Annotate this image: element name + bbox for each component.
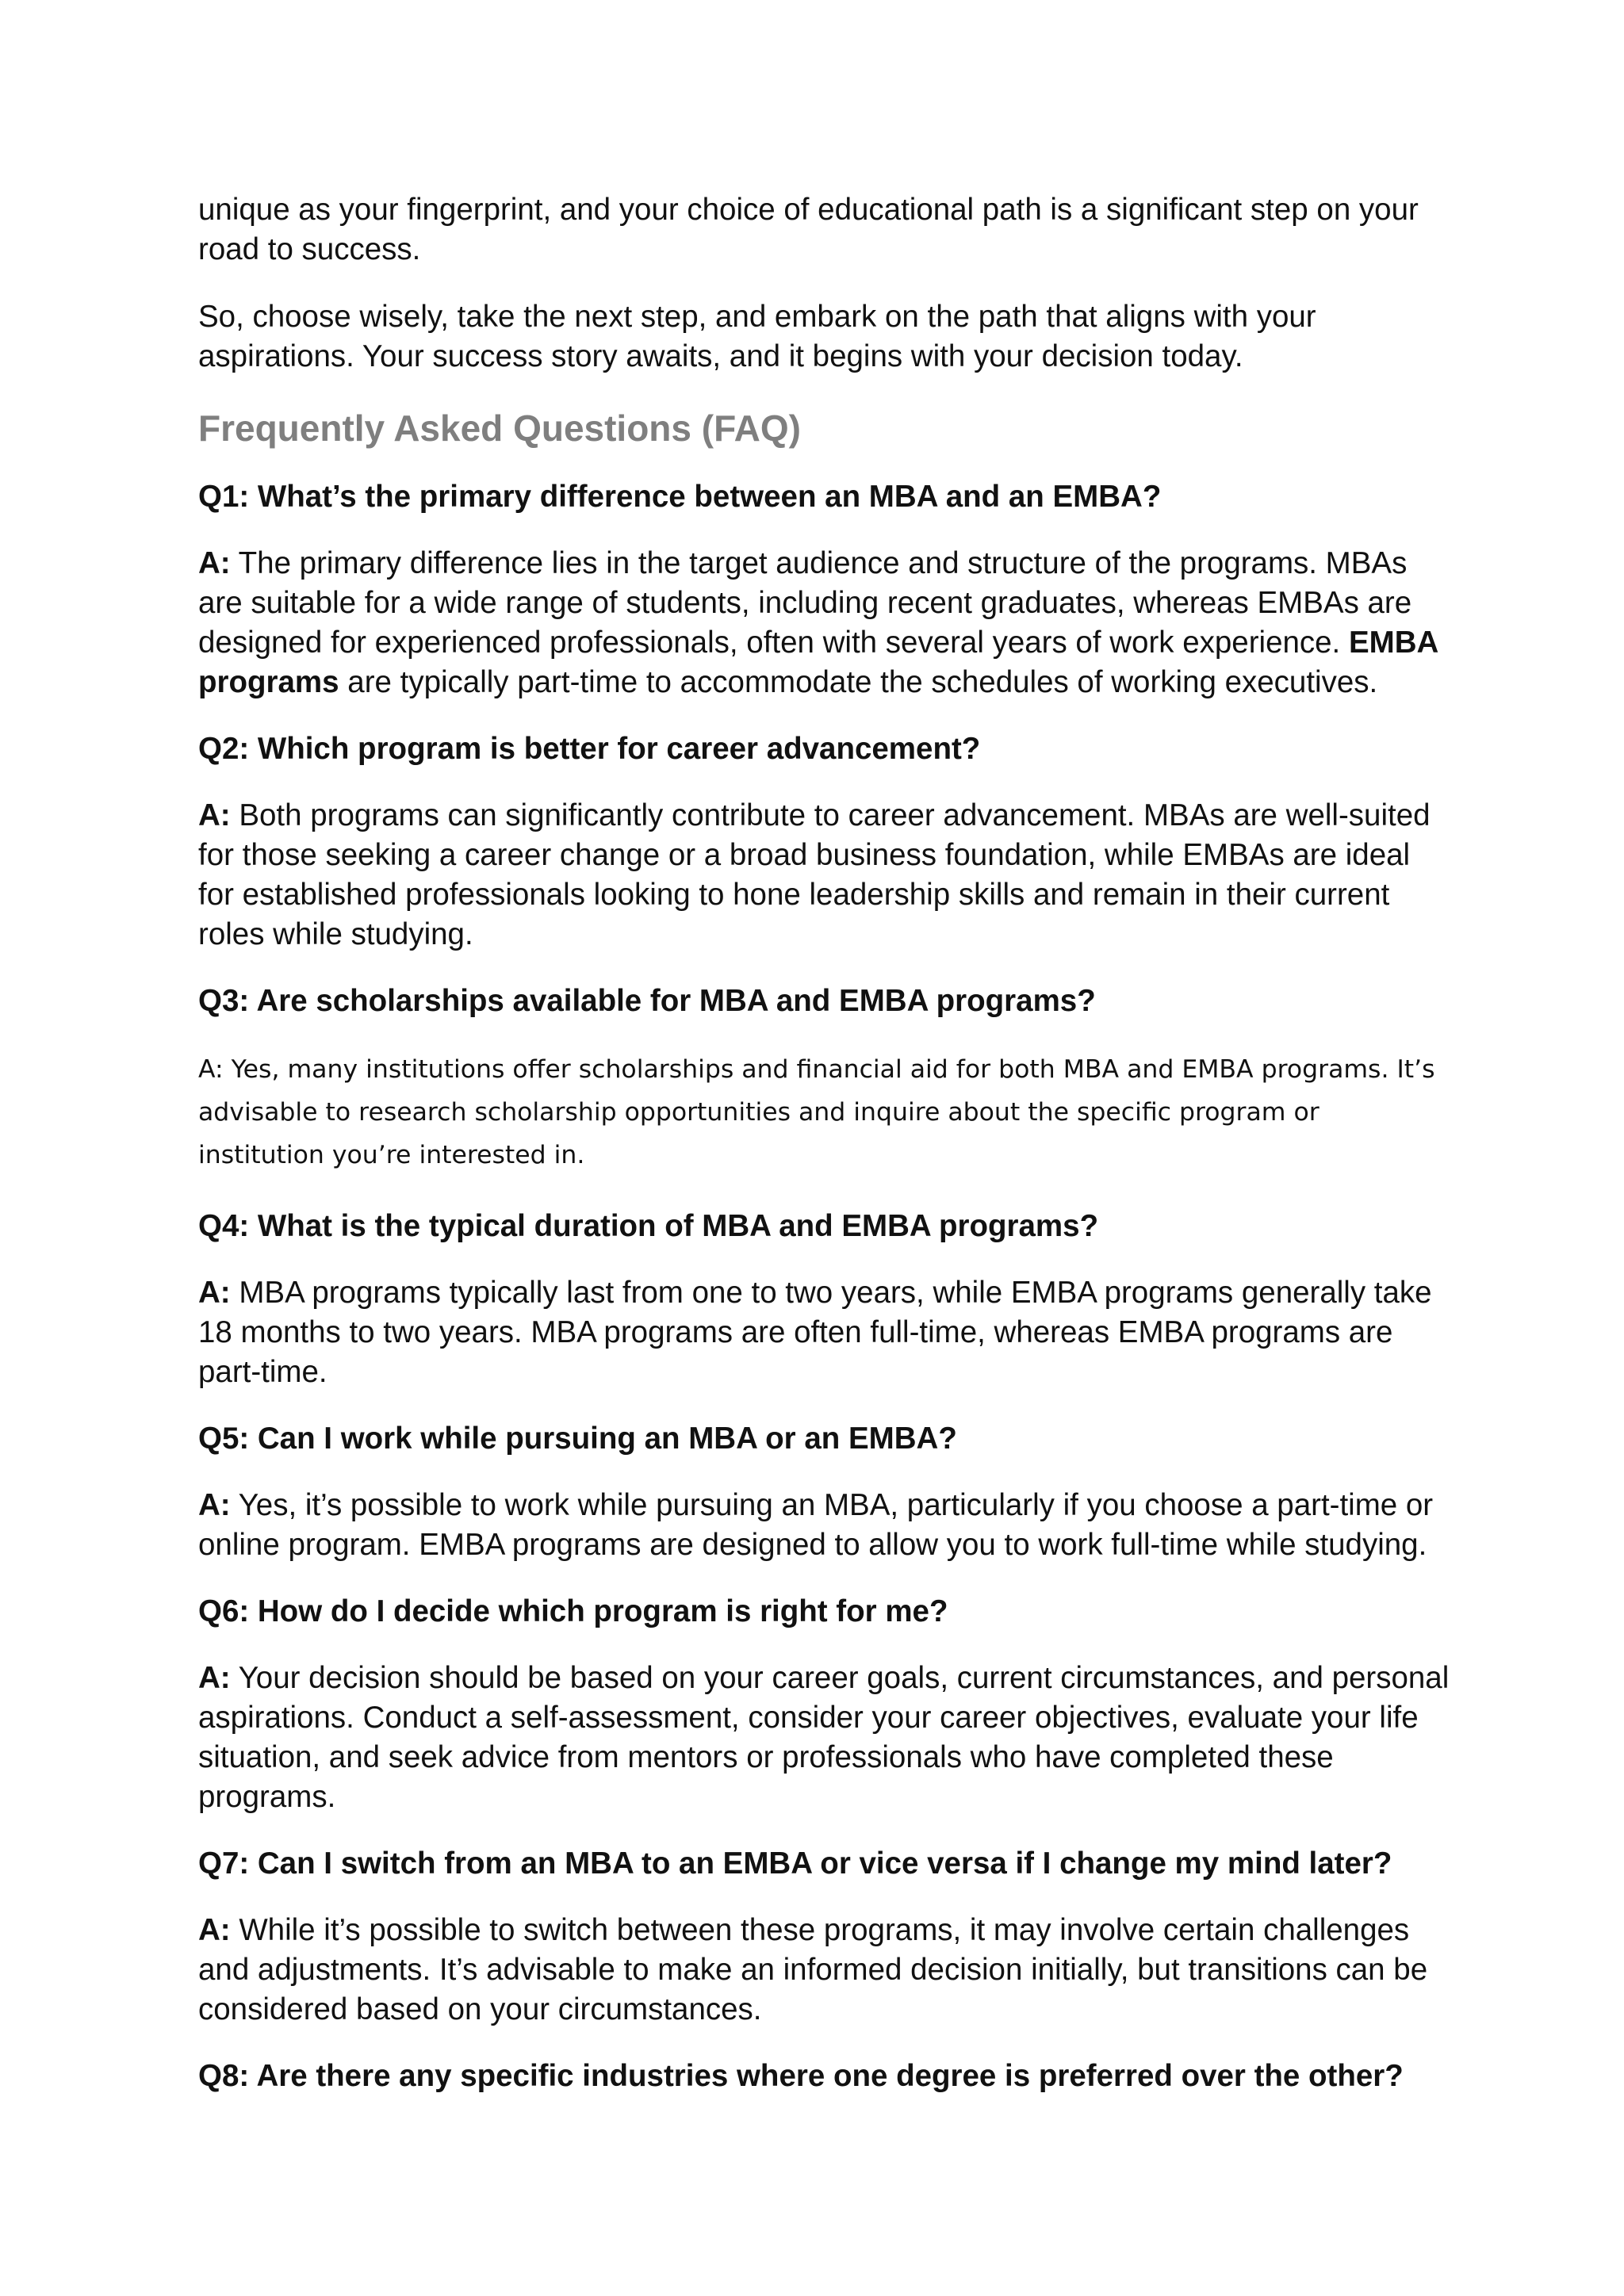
answer-4-text: MBA programs typically last from one to two years, while EMBA programs generally take 18 months to two years. MBA programs are often full-time, whereas EMBA programs are part-time. xyxy=(198,1276,1432,1389)
answer-6-text: Your decision should be based on your career goals, current circumstances, and personal aspirations. Conduct a self-assessment, consider your career objectives, evaluate your life situation, and seek advice from mentors or professionals who have completed these programs. xyxy=(198,1661,1450,1814)
answer-label: A: xyxy=(198,1661,231,1695)
faq-question-7: Q7: Can I switch from an MBA to an EMBA or vice versa if I change my mind later? xyxy=(198,1846,1392,1881)
answer-label: A: xyxy=(198,1276,231,1310)
faq-answer-3: A: Yes, many institutions offer scholarships and financial aid for both MBA and EMBA programs. It’s advisable to research scholarship opportunities and inquire about the specific program or institution you’re interested in. xyxy=(198,1055,1435,1169)
faq-question-8: Q8: Are there any specific industries where one degree is preferred over the other? xyxy=(198,2059,1404,2093)
intro-paragraph-1: unique as your fingerprint, and your choice of educational path is a significant step on your road to success. xyxy=(198,193,1419,266)
answer-5-text: Yes, it’s possible to work while pursuing an MBA, particularly if you choose a part-time or online program. EMBA programs are designed to allow you to work full-time while studying. xyxy=(198,1488,1434,1562)
faq-question-1: Q1: What’s the primary difference between an MBA and an EMBA? xyxy=(198,480,1162,514)
faq-answer-7 xyxy=(198,1911,1451,2030)
answer-2-text: Both programs can significantly contribute to career advancement. MBAs are well-suited for those seeking a career change or a broad business foundation, while EMBAs are ideal for established professionals looking to hone leadership skills and remain in their current roles while studying. xyxy=(198,798,1431,951)
faq-answer-1 xyxy=(198,544,1451,702)
answer-7-text: While it’s possible to switch between these programs, it may involve certain challenges and adjustments. It’s advisable to make an informed decision initially, but transitions can be considered based on your circumstances. xyxy=(198,1913,1428,2026)
document-body xyxy=(198,190,1451,2096)
answer-label: A: xyxy=(198,1488,231,1522)
faq-answer-4 xyxy=(198,1273,1451,1392)
answer-label: A: xyxy=(198,1913,231,1947)
intro-paragraph-2: So, choose wisely, take the next step, and embark on the path that aligns with your aspirations. Your success story awaits, and it begins with your decision today. xyxy=(198,300,1316,373)
answer-1-bold-term: EMBA programs xyxy=(198,626,1438,699)
faq-question-4: Q4: What is the typical duration of MBA and EMBA programs? xyxy=(198,1209,1099,1243)
faq-question-6: Q6: How do I decide which program is right for me? xyxy=(198,1594,948,1628)
faq-question-5: Q5: Can I work while pursuing an MBA or an EMBA? xyxy=(198,1422,957,1456)
faq-question-3: Q3: Are scholarships available for MBA and EMBA programs? xyxy=(198,984,1096,1018)
faq-answer-2 xyxy=(198,796,1451,955)
answer-1-text-part2: are typically part-time to accommodate the schedules of working executives. xyxy=(347,665,1378,699)
faq-answer-5 xyxy=(198,1486,1451,1565)
faq-answer-6 xyxy=(198,1659,1451,1817)
faq-question-2: Q2: Which program is better for career advancement? xyxy=(198,732,981,766)
answer-label: A: xyxy=(198,546,231,580)
faq-heading: Frequently Asked Questions (FAQ) xyxy=(198,408,801,449)
answer-label: A: xyxy=(198,798,231,832)
answer-1-text-part1: The primary difference lies in the target audience and structure of the programs. MBAs are suitable for a wide range of students, including recent graduates, whereas EMBAs are designed for experienced professionals, often with several years of work experience. xyxy=(198,546,1412,660)
